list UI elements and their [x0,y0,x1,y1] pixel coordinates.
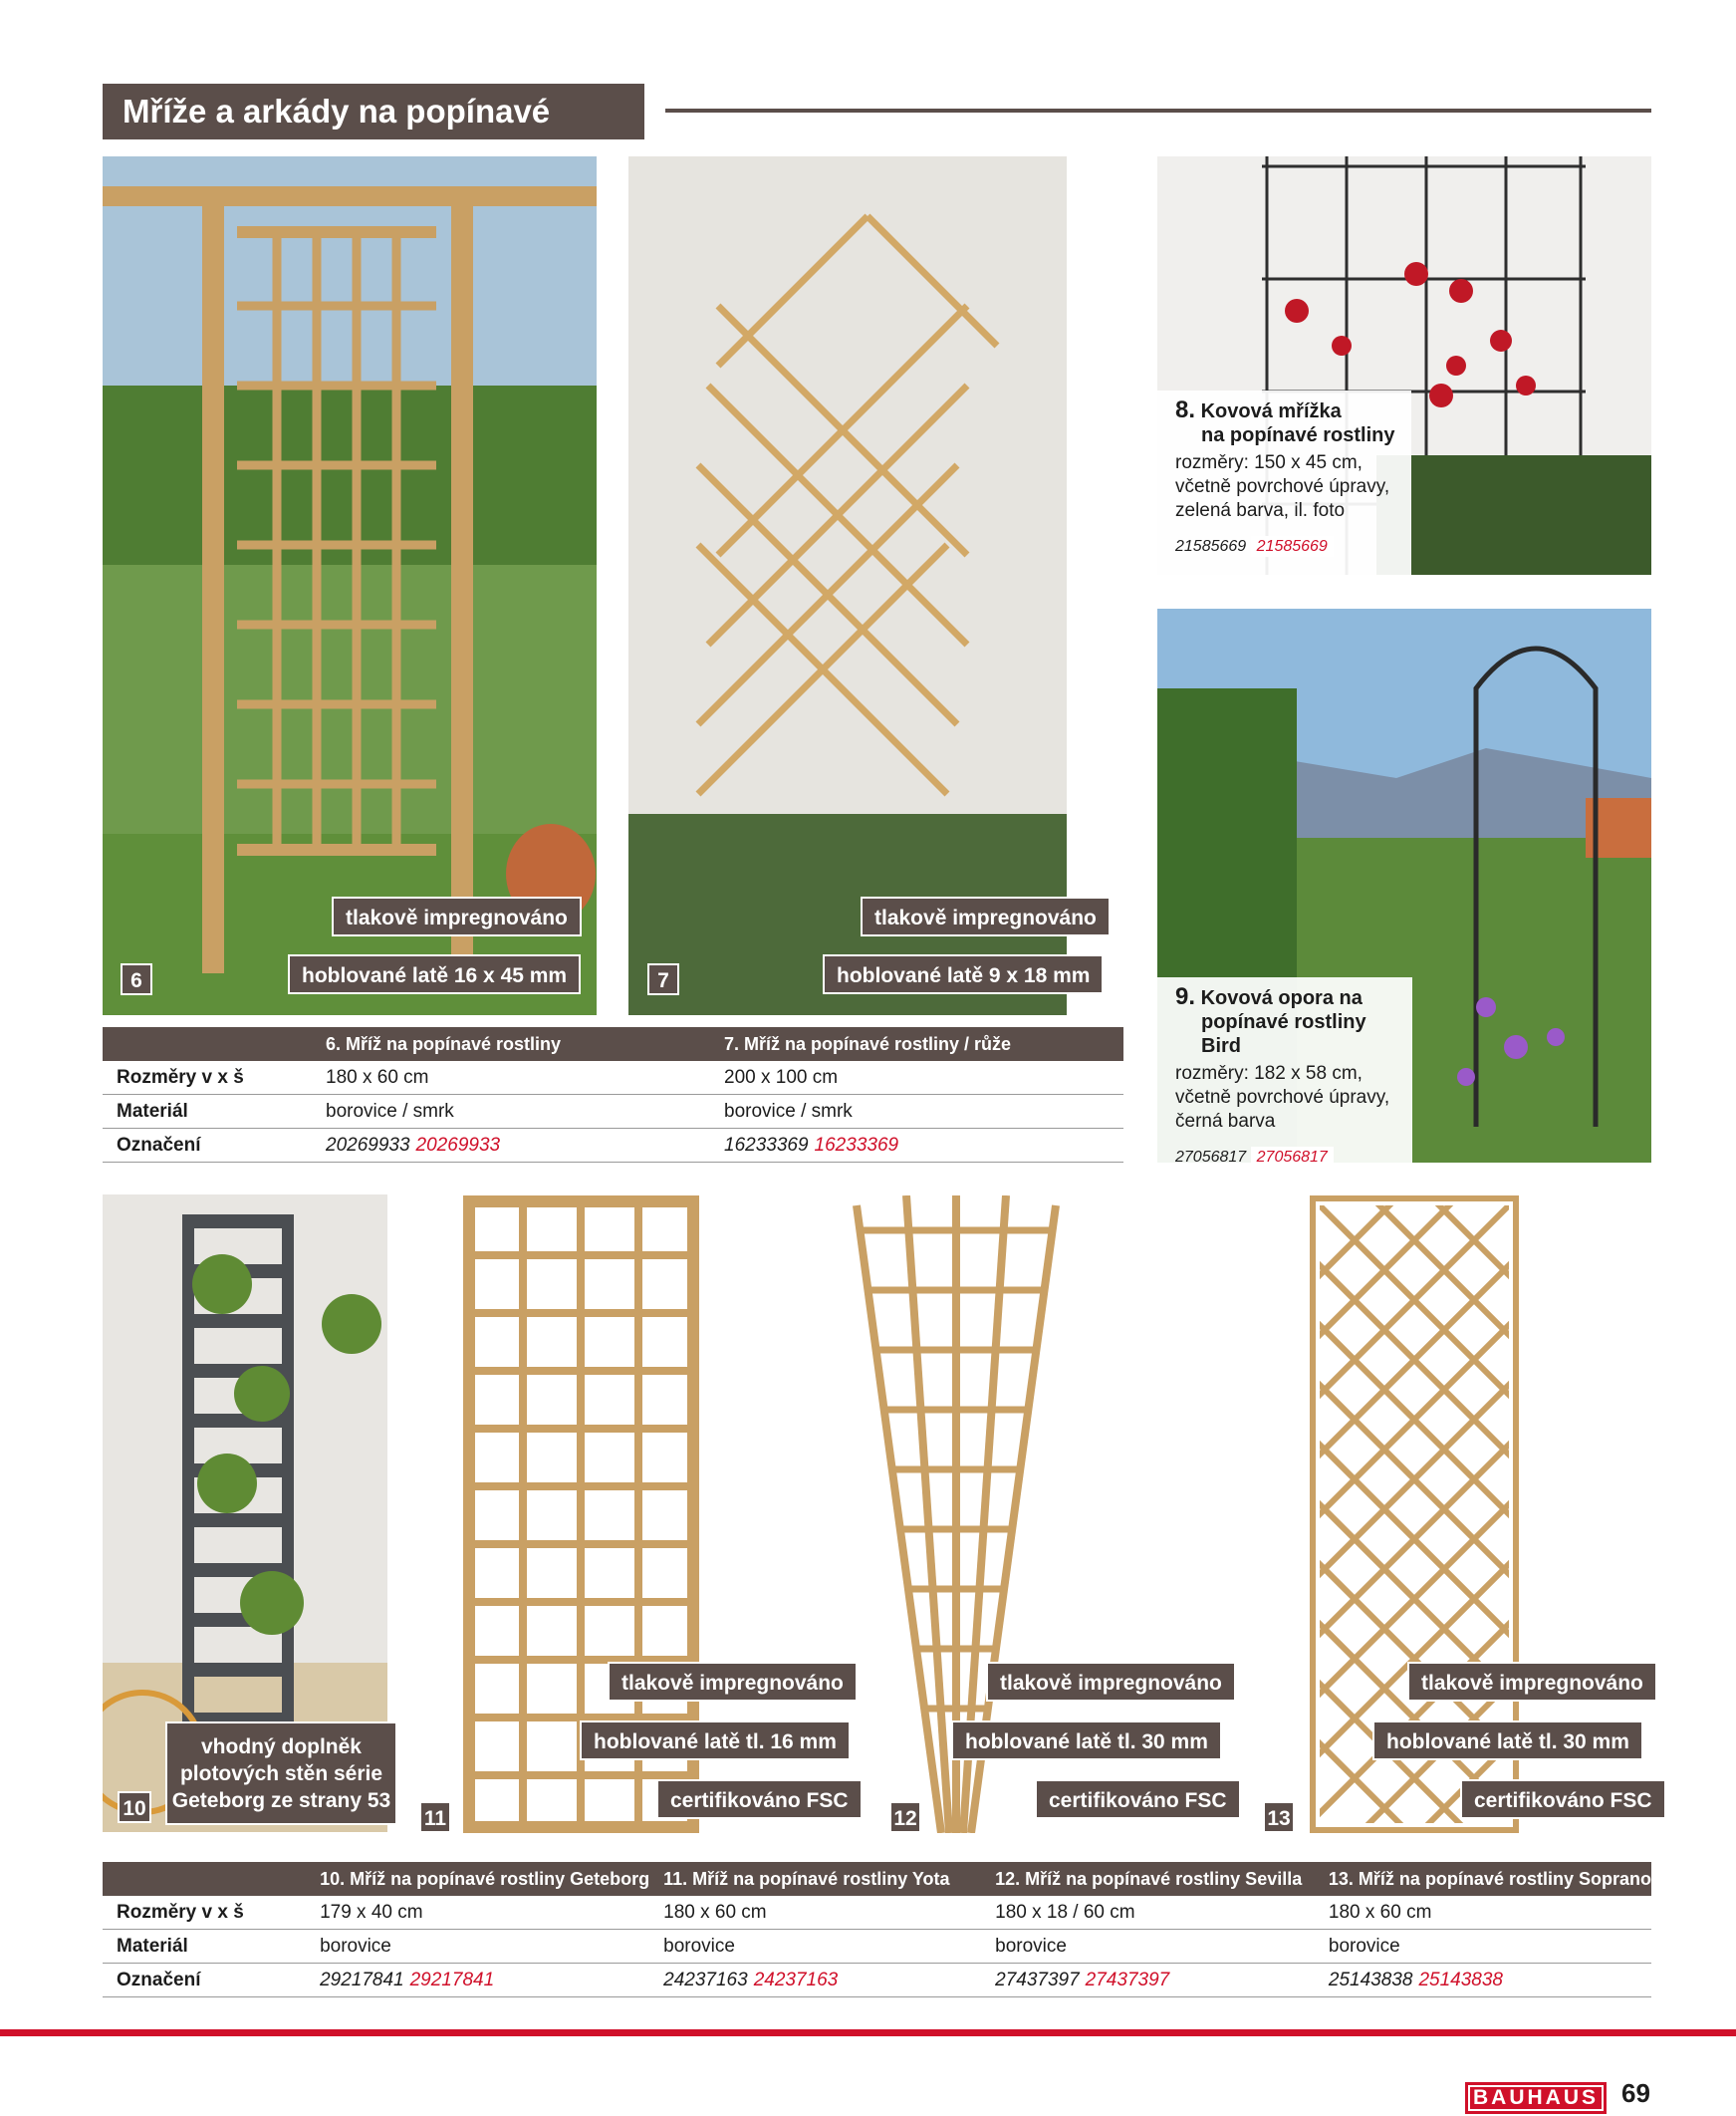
product-desc: včetně povrchové úpravy, [1175,476,1390,497]
feature-tag: hoblované latě 16 x 45 mm [288,954,581,994]
product-code: 27056817 27056817 [1175,1146,1402,1170]
product-title-cont: popínavé rostliny Bird [1201,1011,1366,1057]
feature-tag: tlakově impregnováno [1407,1662,1657,1702]
table-cell: 180 x 60 cm [1315,1896,1651,1930]
table-cell: borovice [981,1930,1315,1964]
table-row [103,1095,1123,1129]
table-cell: 180 x 60 cm [312,1061,710,1095]
table-header [103,1027,312,1061]
row-label: Rozměry v x š [103,1061,312,1095]
item-number-badge: 7 [647,963,679,995]
table-cell: 180 x 60 cm [649,1896,981,1930]
row-label: Rozměry v x š [103,1896,306,1930]
table-cell: 180 x 18 / 60 cm [981,1896,1315,1930]
feature-tag: hoblované latě tl. 16 mm [580,1720,851,1760]
product-desc: rozměry: 150 x 45 cm, [1175,452,1363,473]
table-header: 11. Mříž na popínavé rostliny Yota [649,1862,981,1896]
table-row [103,1930,1651,1964]
spec-table-2 [103,1862,1651,1997]
footer-divider [0,2029,1736,2036]
row-label: Materiál [103,1095,312,1129]
feature-tag: hoblované latě 9 x 18 mm [823,954,1104,994]
product-code-cell: 20269933 20269933 [312,1129,710,1163]
table-header-row [103,1862,1651,1896]
table-cell: borovice [1315,1930,1651,1964]
caption-line: Geteborg ze strany 53 [171,1789,391,1812]
table-header: 7. Mříž na popínavé rostliny / růže [710,1027,1123,1061]
item-number-badge: 10 [118,1791,151,1823]
table-cell: borovice [649,1930,981,1964]
page-title: Mříže a arkády na popínavé [103,84,644,139]
product-code-cell: 27437397 27437397 [981,1964,1315,1997]
table-header: 13. Mříž na popínavé rostliny Soprano [1315,1862,1651,1896]
page-number: 69 [1621,2078,1650,2108]
product-title: 8. Kovová mřížka [1175,397,1342,423]
product-code-cell: 25143838 25143838 [1315,1964,1651,1997]
feature-tag: certifikováno FSC [1460,1779,1666,1819]
table-header-row [103,1027,1123,1061]
item-number-badge: 13 [1263,1801,1295,1833]
feature-tag: certifikováno FSC [1035,1779,1241,1819]
feature-tag: tlakově impregnováno [608,1662,858,1702]
product-info-card-9 [1157,977,1412,1166]
table-header: 6. Mříž na popínavé rostliny [312,1027,710,1061]
product-desc: rozměry: 182 x 58 cm, [1175,1063,1363,1084]
product-desc: včetně povrchové úpravy, [1175,1087,1390,1108]
table-cell: borovice / smrk [312,1095,710,1129]
table-row [103,1896,1651,1930]
product-code-cell: 24237163 24237163 [649,1964,981,1997]
feature-tag: tlakově impregnováno [861,897,1111,936]
product-code-cell: 16233369 16233369 [710,1129,1123,1163]
product-desc: černá barva [1175,1111,1276,1132]
table-header [103,1862,306,1896]
row-label: Označení [103,1129,312,1163]
table-cell: 179 x 40 cm [306,1896,649,1930]
table-row [103,1129,1123,1163]
product-photo-6 [103,156,597,1015]
table-row [103,1061,1123,1095]
compatibility-caption [165,1721,397,1825]
product-title: 9. Kovová opora na [1175,983,1363,1010]
table-row [103,1964,1651,1997]
feature-tag: hoblované latě tl. 30 mm [1372,1720,1643,1760]
product-photo-7 [628,156,1123,1015]
item-number-badge: 6 [121,963,152,995]
table-header: 12. Mříž na popínavé rostliny Sevilla [981,1862,1315,1896]
product-code-cell: 29217841 29217841 [306,1964,649,1997]
spec-table-1 [103,1027,1123,1163]
table-cell: borovice [306,1930,649,1964]
item-number-badge: 11 [419,1801,451,1833]
feature-tag: tlakově impregnováno [332,897,582,936]
feature-tag: hoblované latě tl. 30 mm [951,1720,1222,1760]
title-divider [665,109,1651,113]
table-header: 10. Mříž na popínavé rostliny Geteborg [306,1862,649,1896]
product-title-cont: na popínavé rostliny [1201,424,1395,446]
row-label: Materiál [103,1930,306,1964]
table-cell: 200 x 100 cm [710,1061,1123,1095]
product-code: 21585669 21585669 [1175,535,1401,559]
caption-line: plotových stěn série [179,1762,383,1785]
table-cell: borovice / smrk [710,1095,1123,1129]
product-desc: zelená barva, il. foto [1175,500,1346,521]
item-number-badge: 12 [889,1801,921,1833]
bauhaus-logo: BAUHAUS [1465,2082,1607,2114]
product-info-card-8 [1157,391,1411,575]
feature-tag: certifikováno FSC [656,1779,863,1819]
caption-line: vhodný doplněk [200,1735,362,1758]
row-label: Označení [103,1964,306,1997]
feature-tag: tlakově impregnováno [986,1662,1236,1702]
